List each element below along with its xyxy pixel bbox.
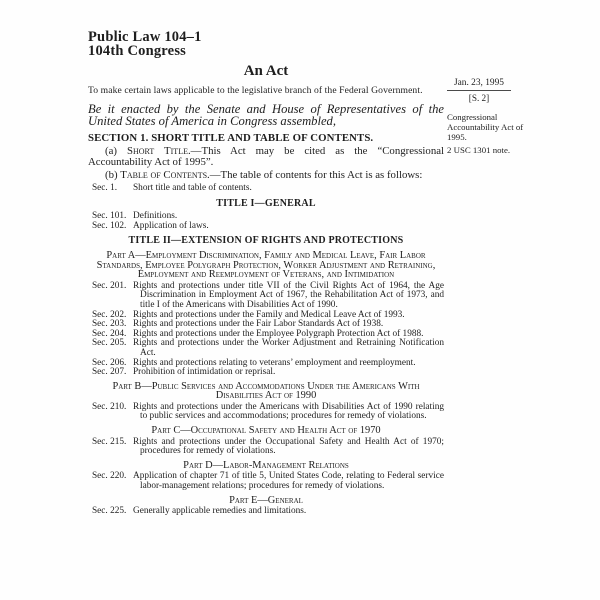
- toc-part-heading: Part C—Occupational Safety and Health Act of 1970: [151, 425, 381, 437]
- toc-entry-number: Sec. 101.: [92, 211, 127, 222]
- toc-entry: [88, 507, 444, 517]
- toc-entry: [88, 339, 444, 358]
- toc-entry-number: Sec. 215.: [92, 436, 127, 447]
- paragraph-b-table-of-contents: [88, 170, 444, 181]
- paragraph-a-short-title: [88, 146, 444, 167]
- toc-entry-text: Rights and protections relating to veterans’ employment and reemployment.: [133, 357, 416, 368]
- toc-entry-text: Generally applicable remedies and limitations.: [133, 506, 307, 517]
- toc-entry: [88, 438, 444, 457]
- toc-entry-number: Sec. 205.: [92, 338, 127, 349]
- toc-entry-text: Rights and protections under the Fair Labor Standards Act of 1938.: [133, 319, 384, 330]
- toc-entry: [88, 368, 444, 378]
- congress-label: 104th Congress: [88, 42, 186, 59]
- toc-entry-text: Rights and protections under the Occupational Safety and Health Act of 1970; procedures for remedy of violations.: [133, 436, 444, 457]
- toc-entry-text: Rights and protections under the Family and Medical Leave Act of 1993.: [133, 309, 405, 320]
- toc-entry-number: Sec. 225.: [92, 506, 127, 517]
- toc-entry-text: Prohibition of intimidation or reprisal.: [133, 367, 276, 378]
- date-block: [447, 78, 511, 103]
- margin-note-act-title: Congressional Accountability Act of 1995.: [447, 112, 524, 142]
- preamble: To make certain laws applicable to the legislative branch of the Federal Government.: [88, 85, 423, 96]
- enacting-clause: Be it enacted by the Senate and House of Representatives of the United States of America in Congress assembled,: [88, 102, 444, 129]
- toc-entry-text: Rights and protections under the Americans with Disabilities Act of 1990 relating to public services and accommodations; procedures for remedy of violations.: [133, 401, 444, 422]
- main-text-column: [88, 0, 444, 517]
- toc-part-heading: Part D—Labor-Management Relations: [183, 459, 349, 471]
- toc-entry-text: Application of chapter 71 of title 5, United States Code, relating to Federal service labor-management relations; procedures for remedy of violations.: [133, 471, 444, 492]
- toc-entry-text: Definitions.: [133, 211, 178, 222]
- law-header: [88, 31, 444, 58]
- toc-title-heading: TITLE I—GENERAL: [216, 197, 316, 209]
- paragraph-b-text: .—The table of contents for this Act is as follows:: [207, 168, 423, 181]
- toc-entry-number: Sec. 203.: [92, 319, 127, 330]
- section-1-heading: SECTION 1. SHORT TITLE AND TABLE OF CONTENTS.: [88, 132, 374, 145]
- toc-entry: [88, 472, 444, 491]
- paragraph-a-prefix: (a): [105, 145, 127, 158]
- toc-part-heading: Part A—Employment Discrimination, Family and Medical Leave, Fair Labor Standards, Employee Polygraph Protection, Worker Adjustment and Retraining, Employment and Reemployment of Veterans, and Intimidation: [96, 249, 436, 281]
- enactment-date: Jan. 23, 1995: [447, 78, 511, 91]
- toc-entry-text: Short title and table of contents.: [133, 183, 252, 194]
- toc-entry-number: Sec. 102.: [92, 220, 127, 231]
- paragraph-a-text: .—This Act may be cited as the “Congressional Accountability Act of 1995”.: [88, 145, 445, 168]
- toc-entry-text: Rights and protections under the Worker Adjustment and Retraining Notification Act.: [133, 338, 444, 358]
- toc-title-heading: TITLE II—EXTENSION OF RIGHTS AND PROTECTIONS: [128, 235, 404, 247]
- toc-entry-number: Sec. 204.: [92, 328, 127, 339]
- toc-entry-number: Sec. 207.: [92, 367, 127, 378]
- paragraph-b-prefix: (b): [105, 168, 121, 181]
- toc-entry-text: Application of laws.: [133, 220, 209, 231]
- bill-number: [S. 2]: [468, 93, 490, 103]
- toc-entry: [88, 222, 444, 232]
- toc-part-heading: Part B—Public Services and Accommodations Under the Americans With Disabilities Act of 1990: [112, 380, 420, 402]
- toc-entry-number: Sec. 210.: [92, 401, 127, 412]
- paragraph-a-label: Short Title: [126, 145, 188, 158]
- toc-part-heading: Part E—General: [229, 494, 303, 506]
- toc-entry-number: Sec. 201.: [92, 280, 127, 291]
- paragraph-b-label: Table of Contents: [120, 168, 208, 181]
- toc-entry-text: Rights and protections under the Employee Polygraph Protection Act of 1988.: [133, 328, 424, 339]
- table-of-contents: [88, 184, 444, 517]
- toc-entry-number: Sec. 202.: [92, 309, 127, 320]
- toc-entry: [88, 282, 444, 311]
- act-heading: An Act: [243, 63, 289, 79]
- toc-entry-number: Sec. 220.: [92, 471, 127, 482]
- toc-entry-number: Sec. 206.: [92, 357, 127, 368]
- toc-entry-text: Rights and protections under title VII of the Civil Rights Act of 1964, the Age Discrimination in Employment Act of 1967, the Rehabilitation Act of 1973, and title I of the Americans with Disabilities Act of 1990.: [133, 280, 444, 310]
- margin-note-usc-citation: 2 USC 1301 note.: [447, 145, 511, 155]
- toc-entry: [88, 403, 444, 422]
- law-number: Public Law 104–1: [88, 29, 202, 45]
- toc-entry-number: Sec. 1.: [92, 183, 118, 194]
- toc-entry: [88, 184, 444, 194]
